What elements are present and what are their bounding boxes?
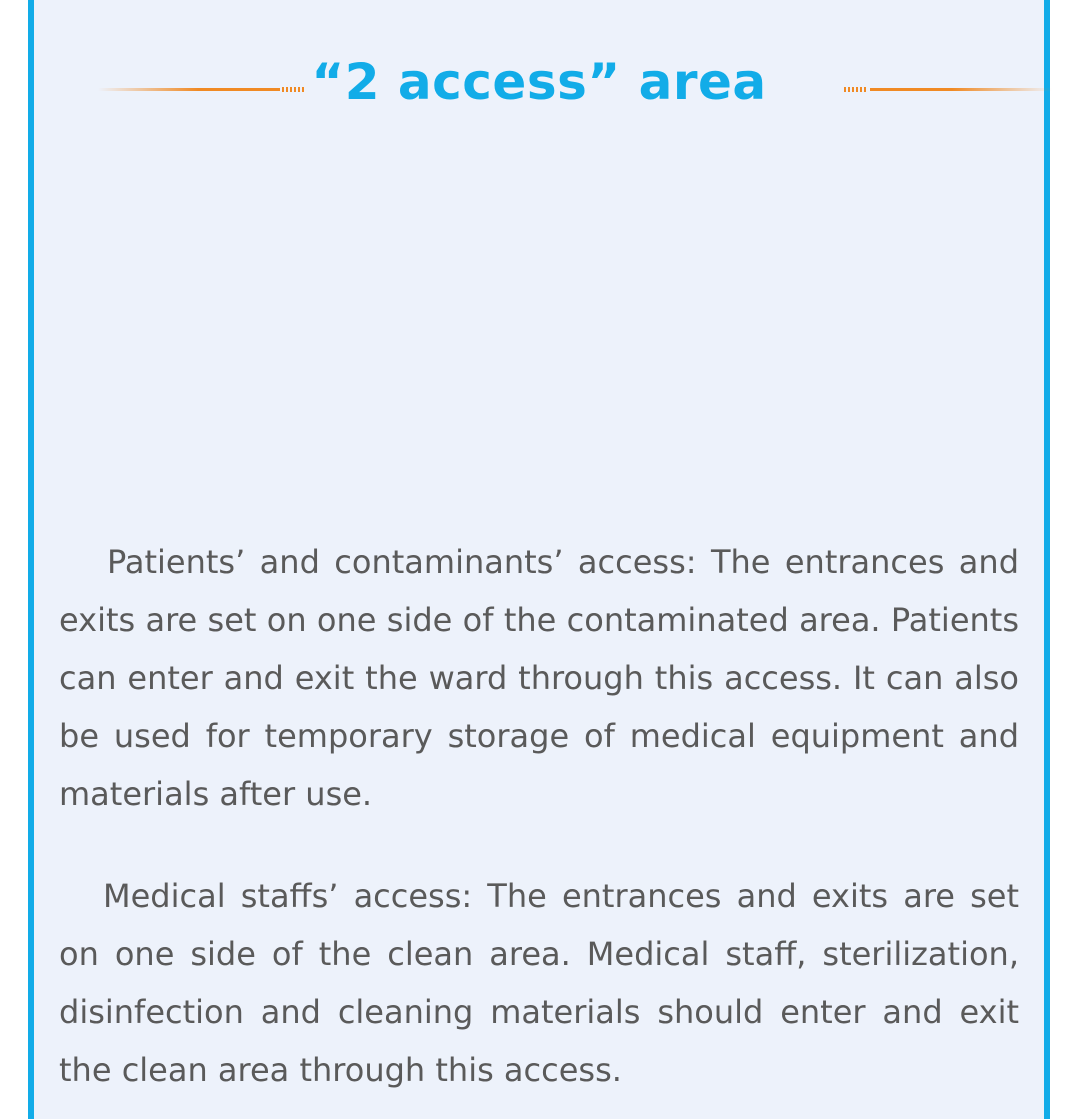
paragraph-patients-access: Patients’ and contaminants’ access: The entrances and exits are set on one side of the contaminated area. Patients can enter and exit the ward through this access. It can also be used for temporary storage of medical equipment and materials after use.: [59, 543, 1019, 813]
right-divider-line: [844, 86, 1052, 92]
paragraph-medical-staff-access: Medical staffs’ access: The entrances and exits are set on one side of the clean area. Medical staff, sterilization, disinfection and cleaning materials should enter and exit the clean area through this access.: [59, 877, 1019, 1089]
section-title: “2 access” area: [311, 53, 767, 111]
illustration-placeholder: [94, 150, 1054, 510]
